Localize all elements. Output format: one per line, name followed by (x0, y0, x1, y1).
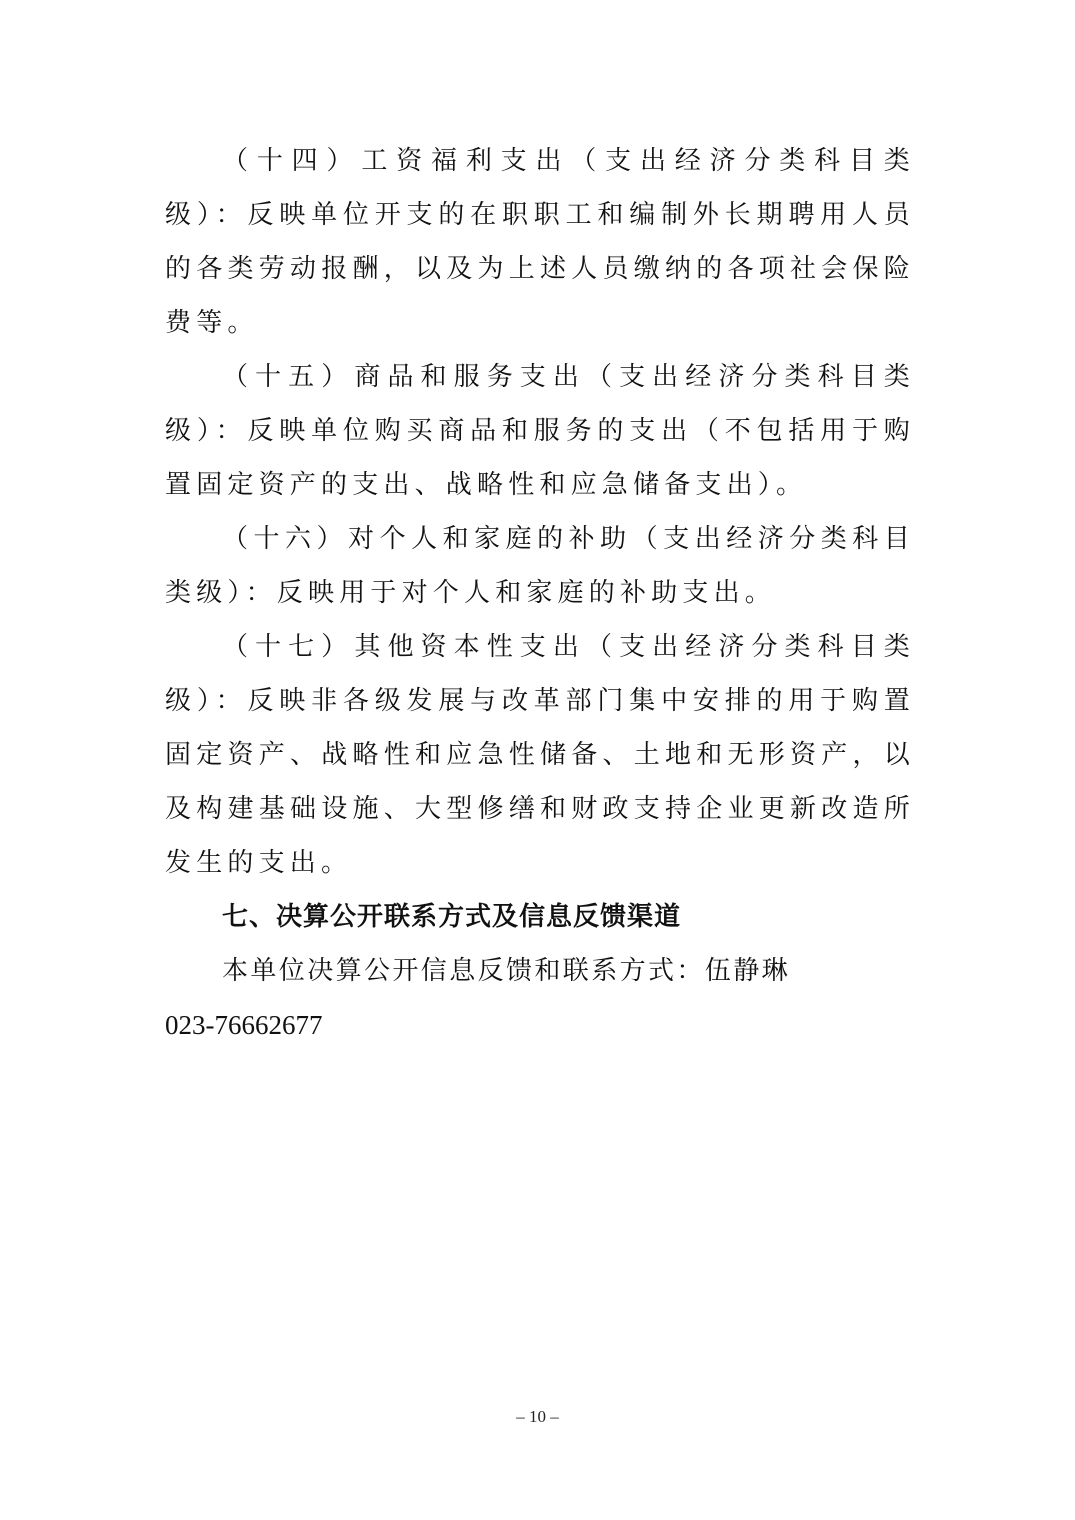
document-body (165, 134, 915, 1052)
page-number: – 10 – (516, 1407, 559, 1426)
paragraph-goods-services: （十五）商品和服务支出（支出经济分类科目类级）：反映单位购买商品和服务的支出（不包括用于购置固定资产的支出、战略性和应急储备支出）。 (165, 362, 915, 500)
paragraph-family-subsidy: （十六）对个人和家庭的补助（支出经济分类科目类级）：反映用于对个人和家庭的补助支出。 (165, 524, 915, 608)
section-heading: 七、决算公开联系方式及信息反馈渠道 (222, 902, 682, 932)
contact-phone: 023-76662677 (165, 1010, 323, 1040)
paragraph-other-capital: （十七）其他资本性支出（支出经济分类科目类级）：反映非各级发展与改革部门集中安排的用于购置固定资产、战略性和应急性储备、土地和无形资产，以及构建基础设施、大型修缮和财政支持企业更新改造所发生的支出。 (165, 632, 915, 878)
paragraph-wage-welfare: （十四）工资福利支出（支出经济分类科目类级）：反映单位开支的在职职工和编制外长期聘用人员的各类劳动报酬，以及为上述人员缴纳的各项社会保险费等。 (165, 146, 915, 338)
contact-text: 本单位决算公开信息反馈和联系方式：伍静琳 (222, 956, 791, 986)
